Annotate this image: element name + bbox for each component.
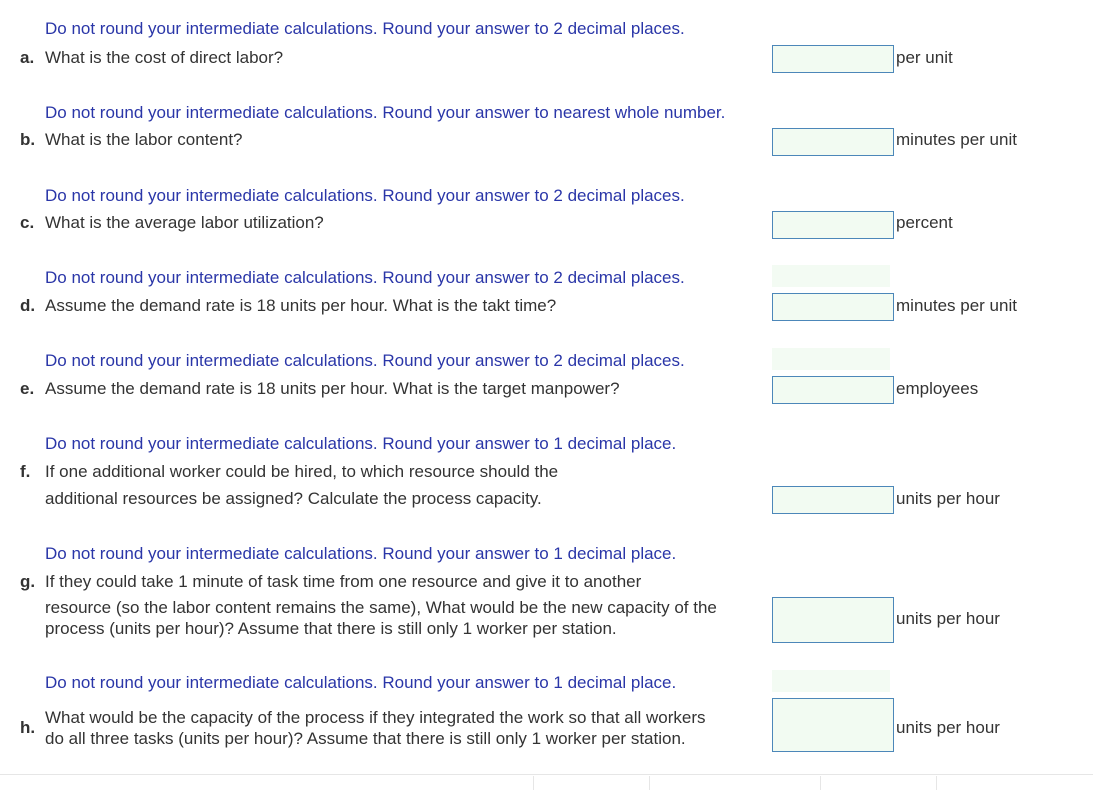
question-d: Assume the demand rate is 18 units per hour. What is the takt time?: [45, 296, 557, 315]
footer-separator: [820, 776, 821, 790]
question-c: What is the average labor utilization?: [45, 213, 324, 232]
unit-c: percent: [896, 213, 953, 232]
question-f-line-1: If one additional worker could be hired, to which resource should the: [45, 462, 559, 481]
unit-a: per unit: [896, 48, 953, 67]
footer-separator: [649, 776, 650, 790]
answer-input-e[interactable]: [772, 376, 894, 404]
instruction-f: Do not round your intermediate calculations. Round your answer to 1 decimal place.: [45, 434, 677, 453]
letter-f: f.: [20, 462, 31, 481]
answer-input-a[interactable]: [772, 45, 894, 73]
footer-separator: [533, 776, 534, 790]
unit-b: minutes per unit: [896, 130, 1017, 149]
letter-b: b.: [20, 130, 36, 149]
answer-input-d[interactable]: [772, 293, 894, 321]
unit-d: minutes per unit: [896, 296, 1017, 315]
answer-input-b[interactable]: [772, 128, 894, 156]
question-g-line-2: resource (so the labor content remains the same), What would be the new capacity of the: [45, 598, 717, 617]
instruction-c: Do not round your intermediate calculations. Round your answer to 2 decimal places.: [45, 186, 685, 205]
input-background: [772, 348, 890, 370]
question-g-line-3: process (units per hour)? Assume that there is still only 1 worker per station.: [45, 619, 617, 638]
unit-g: units per hour: [896, 609, 1000, 628]
question-b: What is the labor content?: [45, 130, 243, 149]
question-f-line-2: additional resources be assigned? Calculate the process capacity.: [45, 489, 542, 508]
instruction-b: Do not round your intermediate calculations. Round your answer to nearest whole number.: [45, 103, 726, 122]
footer-divider: [0, 774, 1093, 775]
unit-h: units per hour: [896, 718, 1000, 737]
instruction-h: Do not round your intermediate calculations. Round your answer to 1 decimal place.: [45, 673, 677, 692]
question-e: Assume the demand rate is 18 units per hour. What is the target manpower?: [45, 379, 620, 398]
input-background: [772, 265, 890, 287]
letter-d: d.: [20, 296, 36, 315]
letter-a: a.: [20, 48, 35, 67]
instruction-e: Do not round your intermediate calculations. Round your answer to 2 decimal places.: [45, 351, 685, 370]
letter-g: g.: [20, 572, 36, 591]
question-h-line-2: do all three tasks (units per hour)? Assume that there is still only 1 worker per station.: [45, 729, 686, 748]
instruction-a: Do not round your intermediate calculations. Round your answer to 2 decimal places.: [45, 19, 685, 38]
footer-separator: [936, 776, 937, 790]
answer-input-f[interactable]: [772, 486, 894, 514]
unit-e: employees: [896, 379, 979, 398]
letter-e: e.: [20, 379, 35, 398]
letter-h: h.: [20, 718, 36, 737]
unit-f: units per hour: [896, 489, 1000, 508]
answer-input-h[interactable]: [772, 698, 894, 752]
question-a: What is the cost of direct labor?: [45, 48, 284, 67]
input-background: [772, 670, 890, 692]
question-h-line-1: What would be the capacity of the process if they integrated the work so that all workers: [45, 708, 706, 727]
answer-input-c[interactable]: [772, 211, 894, 239]
letter-c: c.: [20, 213, 35, 232]
answer-input-g[interactable]: [772, 597, 894, 643]
question-g-line-1: If they could take 1 minute of task time from one resource and give it to another: [45, 572, 642, 591]
instruction-g: Do not round your intermediate calculations. Round your answer to 1 decimal place.: [45, 544, 677, 563]
instruction-d: Do not round your intermediate calculations. Round your answer to 2 decimal places.: [45, 268, 685, 287]
